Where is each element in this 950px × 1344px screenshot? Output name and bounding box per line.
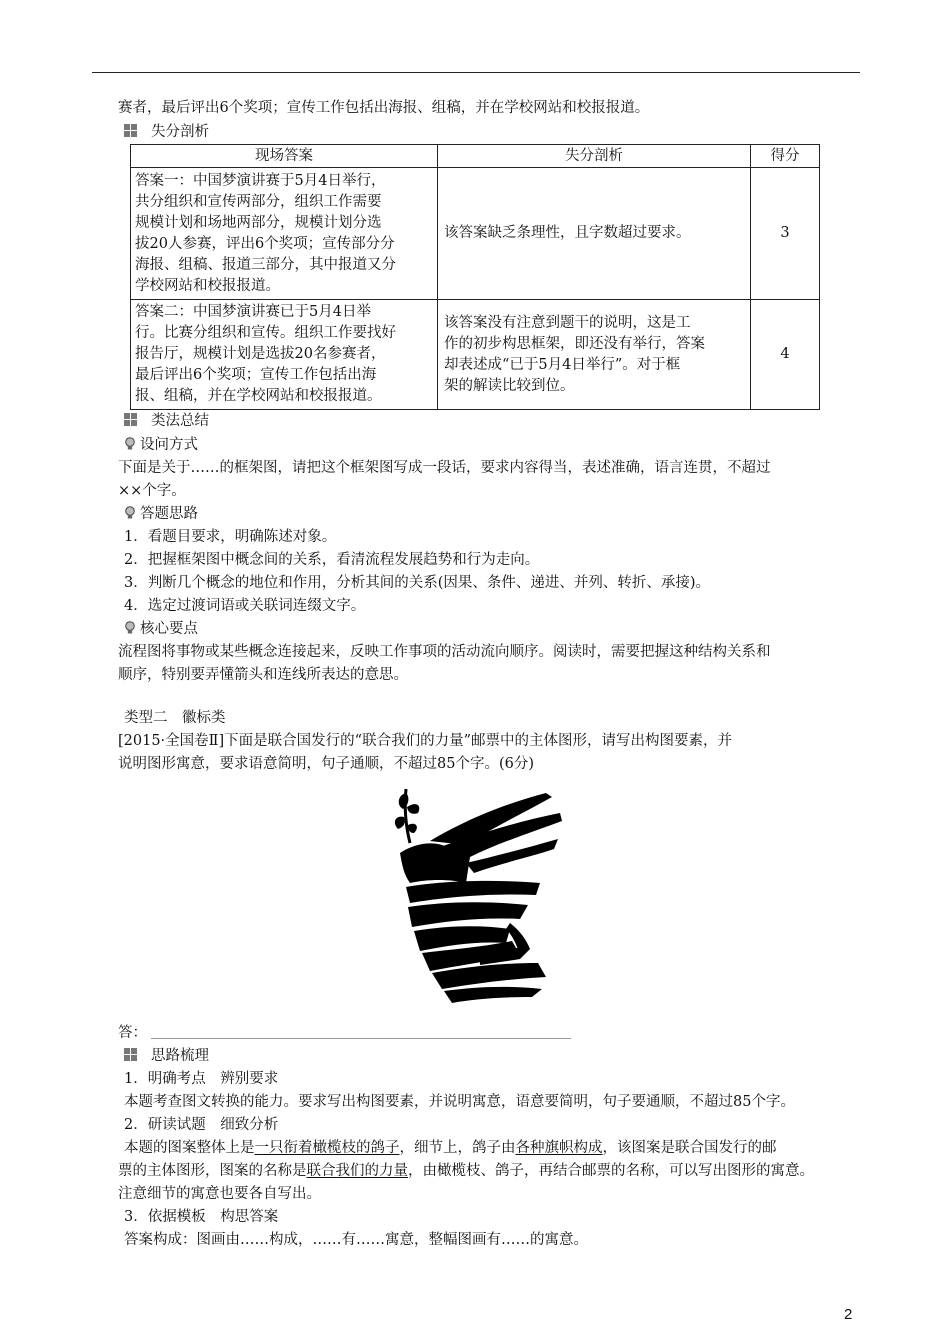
- question-method-line: ××个字。: [118, 483, 186, 499]
- step-title: 3．依据模板 构思答案: [124, 1209, 279, 1225]
- square-bullet-icon: [124, 1048, 137, 1061]
- approach-item: 3．判断几个概念的地位和作用，分析其间的关系(因果、条件、递进、并列、转折、承接)。: [124, 575, 711, 591]
- table-header: 现场答案: [131, 145, 438, 168]
- question-line: [2015·全国卷Ⅱ]下面是联合国发行的“联合我们的力量”邮票中的主体图形，请写出构图要素，并: [118, 733, 733, 749]
- table-row: [131, 300, 820, 410]
- score-cell: 4: [751, 300, 820, 410]
- table-header: 失分剖析: [438, 145, 751, 168]
- intro-line: 赛者，最后评出6个奖项；宣传工作包括出海报、组稿，并在学校网站和校报报道。: [118, 100, 650, 116]
- core-line: 顺序，特别要弄懂箭头和连线所表达的意思。: [118, 667, 408, 683]
- type2-heading: 类型二 徽标类: [124, 710, 226, 726]
- square-bullet-icon: [124, 124, 137, 137]
- lightbulb-icon: [124, 621, 136, 635]
- approach-item: 2．把握框架图中概念间的关系，看清流程发展趋势和行为走向。: [124, 552, 540, 568]
- answer-line: 答：: [118, 1023, 571, 1043]
- score-cell: 3: [751, 168, 820, 300]
- page-number: 2: [844, 1306, 853, 1323]
- peace-dove-flags-image: [370, 783, 585, 1018]
- table-header: 得分: [751, 145, 820, 168]
- section-summary: 类法总结: [124, 411, 209, 431]
- subheading-core: 核心要点: [124, 619, 198, 639]
- step-text: 注意细节的寓意也要各自写出。: [118, 1186, 321, 1202]
- question-line: 说明图形寓意，要求语意简明，句子通顺，不超过85个字。(6分): [118, 756, 534, 772]
- step-title: 1．明确考点 辨别要求: [124, 1071, 279, 1087]
- answer-blank: [151, 1024, 571, 1039]
- analysis-cell: 该答案缺乏条理性，且字数超过要求。: [438, 168, 751, 300]
- lightbulb-icon: [124, 437, 136, 451]
- subheading-question-method: 设问方式: [124, 435, 198, 455]
- table-header-row: [131, 145, 820, 168]
- question-method-line: 下面是关于……的框架图，请把这个框架图写成一段话，要求内容得当，表述准确，语言连贯，不超过: [118, 460, 771, 476]
- step-text: 答案构成：图画由……构成，……有……寓意，整幅图画有……的寓意。: [124, 1232, 588, 1248]
- header-rule: [92, 72, 860, 73]
- analysis-cell: 该答案没有注意到题干的说明，这是工 作的初步构思框架，即还没有举行，答案 却表述成“已于5月4日举行”。对于框 架的解读比较到位。: [438, 300, 751, 410]
- subheading-approach: 答题思路: [124, 504, 198, 524]
- section-loss-analysis: 失分剖析: [124, 122, 209, 142]
- step-title: 2．研读试题 细致分析: [124, 1117, 279, 1133]
- approach-item: 1．看题目要求，明确陈述对象。: [124, 529, 337, 545]
- answer-cell: 答案二：中国梦演讲赛已于5月4日举 行。比赛分组织和宣传。组织工作要找好 报告厅，规模计划是选拔20名参赛者， 最后评出6个奖项；宣传工作包括出海 报、组稿，并在学校网站和校报报道。: [131, 300, 438, 410]
- section-thinking: 思路梳理: [124, 1046, 209, 1066]
- table-row: [131, 168, 820, 300]
- loss-analysis-table: [130, 144, 820, 410]
- approach-item: 4．选定过渡词语或关联词连缀文字。: [124, 598, 366, 614]
- answer-cell: 答案一：中国梦演讲赛于5月4日举行， 共分组织和宣传两部分，组织工作需要 规模计划和场地两部分，规模计划分选 拔20人参赛，评出6个奖项；宣传部分分 海报、组稿、报道三部分，其中报道又分 学校网站和校报报道。: [131, 168, 438, 300]
- step-text: 票的主体图形，图案的名称是联合我们的力量，由橄榄枝、鸽子，再结合邮票的名称，可以写出图形的寓意。: [118, 1163, 814, 1179]
- core-line: 流程图将事物或某些概念连接起来，反映工作事项的活动流向顺序。阅读时，需要把握这种结构关系和: [118, 644, 771, 660]
- step-text: 本题考查图文转换的能力。要求写出构图要素，并说明寓意，语意要简明，句子要通顺，不超过85个字。: [124, 1094, 795, 1110]
- step-text: 本题的图案整体上是一只衔着橄榄枝的鸽子，细节上，鸽子由各种旗帜构成，该图案是联合国发行的邮: [124, 1140, 777, 1156]
- square-bullet-icon: [124, 413, 137, 426]
- lightbulb-icon: [124, 506, 136, 520]
